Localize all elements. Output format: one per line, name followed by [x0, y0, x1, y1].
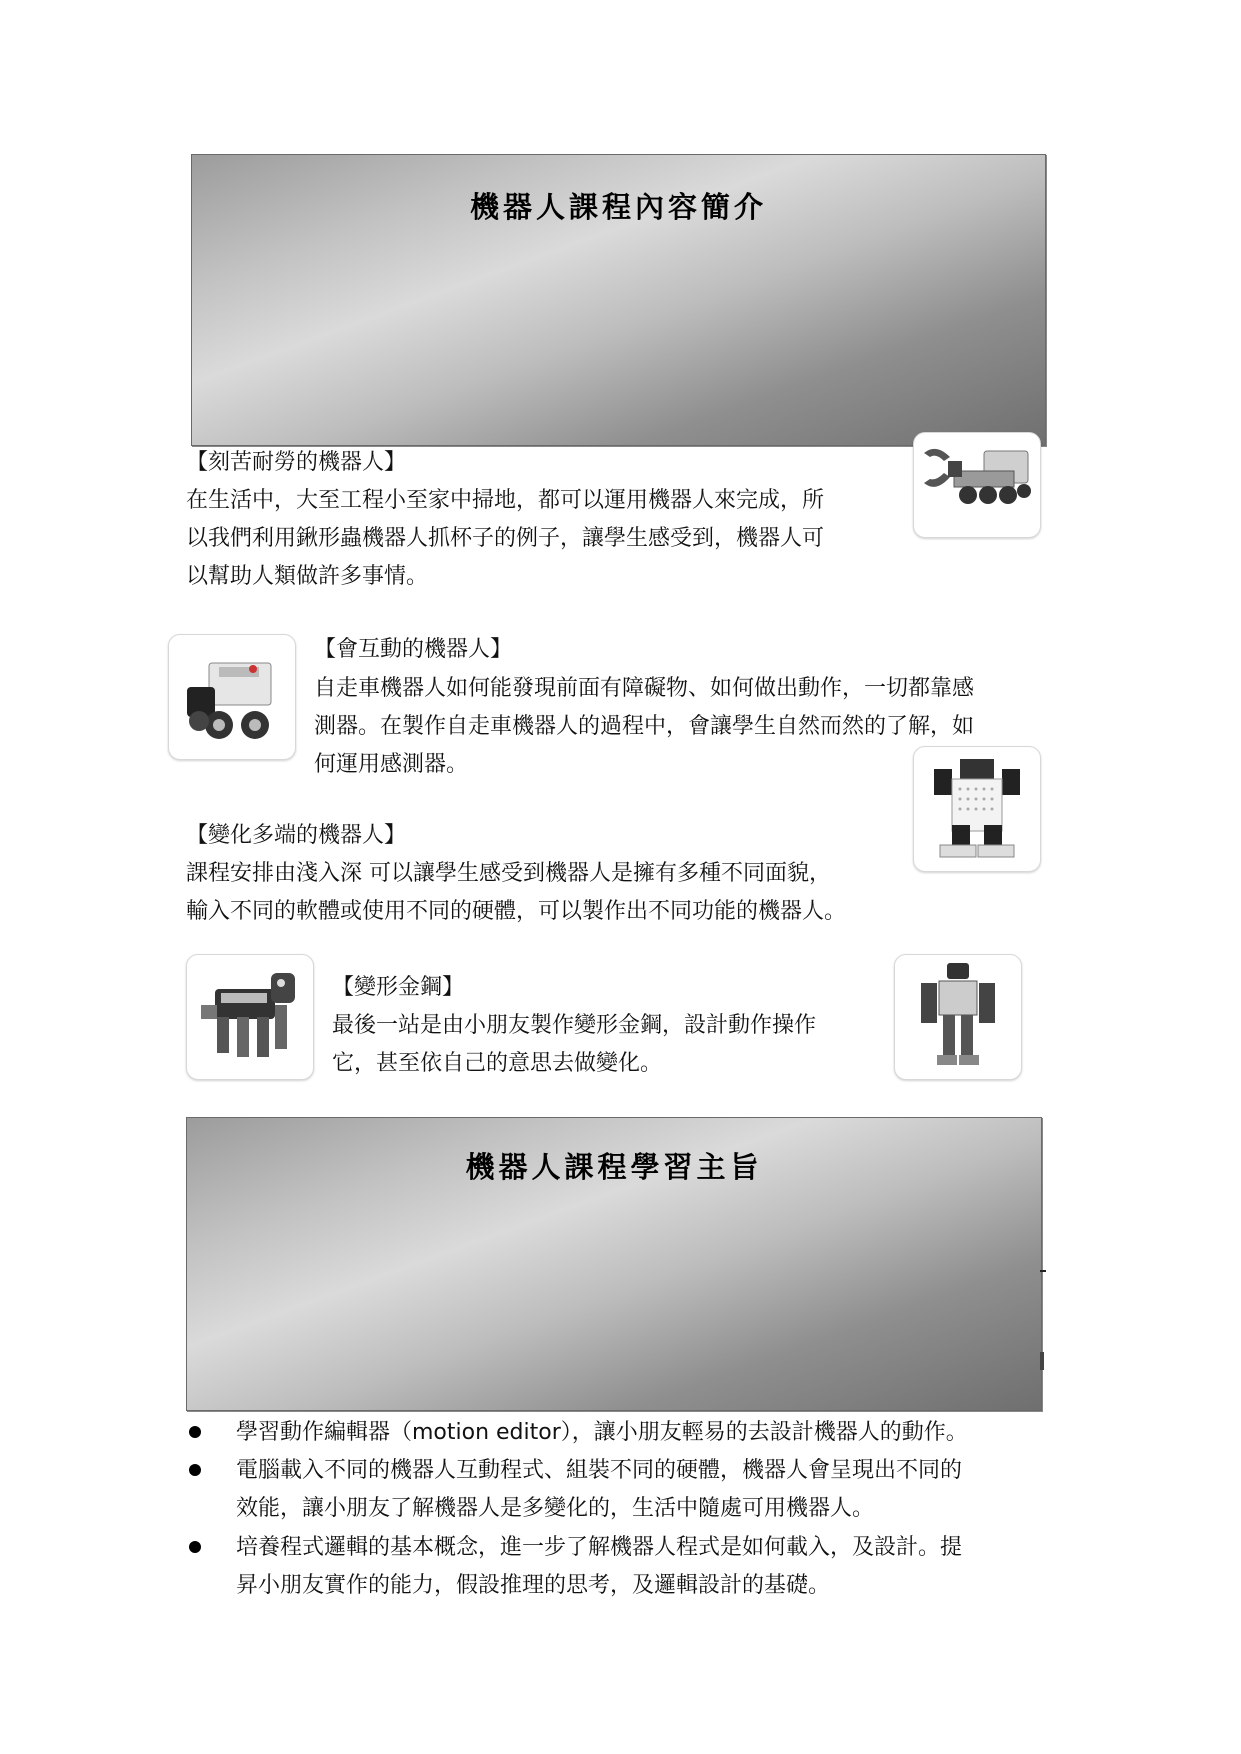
bullet-icon: [189, 1426, 201, 1438]
goal-item: [236, 1452, 1056, 1528]
edge-mark: [1040, 1352, 1044, 1370]
body-line: 以我們利用鍬形蟲機器人抓杯子的例子，讓學生感受到，機器人可: [186, 526, 825, 551]
goal-line: 效能，讓小朋友了解機器人是多變化的，生活中隨處可用機器人。: [236, 1496, 875, 1521]
banner-course-intro: [191, 154, 1046, 446]
bullet-icon: [189, 1541, 201, 1553]
body-line: 課程安排由淺入深 可以讓學生感受到機器人是擁有多種不同面貌，: [186, 861, 831, 886]
section-heading: 【會互動的機器人】: [314, 637, 513, 662]
goal-line: 培養程式邏輯的基本概念，進一步了解機器人程式是如何載入，及設計。提: [236, 1535, 963, 1560]
goal-line: 電腦載入不同的機器人互動程式、組裝不同的硬體，機器人會呈現出不同的: [236, 1458, 963, 1483]
quadruped-robot-icon: [186, 954, 314, 1080]
bullet-icon: [189, 1464, 201, 1476]
body-line: 以幫助人類做許多事情。: [186, 564, 429, 589]
body-line: 它，甚至依自己的意思去做變化。: [332, 1051, 663, 1076]
section-body: [332, 1007, 892, 1083]
section-body: [186, 482, 906, 596]
section-heading: 【變化多端的機器人】: [186, 823, 407, 848]
banner-learning-goals: [186, 1117, 1042, 1411]
body-line: 最後一站是由小朋友製作變形金鋼，設計動作操作: [332, 1013, 817, 1038]
wheeled-robot-icon: [168, 634, 296, 760]
goal-line: 昇小朋友實作的能力，假設推理的思考，及邏輯設計的基礎。: [236, 1573, 831, 1598]
body-line: 何運用感測器。: [314, 752, 469, 777]
goal-line: 學習動作編輯器（motion editor），讓小朋友輕易的去設計機器人的動作。: [236, 1420, 968, 1445]
section-heading: 【刻苦耐勞的機器人】: [186, 450, 407, 475]
section-body: [186, 855, 1066, 931]
edge-mark: [1040, 1270, 1046, 1272]
body-line: 在生活中，大至工程小至家中掃地，都可以運用機器人來完成，所: [186, 488, 825, 513]
biped-robot-icon: [913, 746, 1041, 872]
section-heading: 【變形金鋼】: [332, 975, 465, 1000]
body-line: 自走車機器人如何能發現前面有障礙物、如何做出動作，一切都靠感: [314, 676, 975, 701]
banner-title: 機器人課程內容簡介: [469, 190, 767, 224]
banner-title: 機器人課程學習主旨: [465, 1150, 763, 1184]
body-line: 測器。在製作自走車機器人的過程中，會讓學生自然而然的了解，如: [314, 714, 975, 739]
goal-item: [236, 1414, 1056, 1452]
goal-item: [236, 1529, 1056, 1605]
claw-robot-icon: [913, 432, 1041, 538]
body-line: 輸入不同的軟體或使用不同的硬體，可以製作出不同功能的機器人。: [186, 899, 847, 924]
humanoid-robot-icon: [894, 954, 1022, 1080]
